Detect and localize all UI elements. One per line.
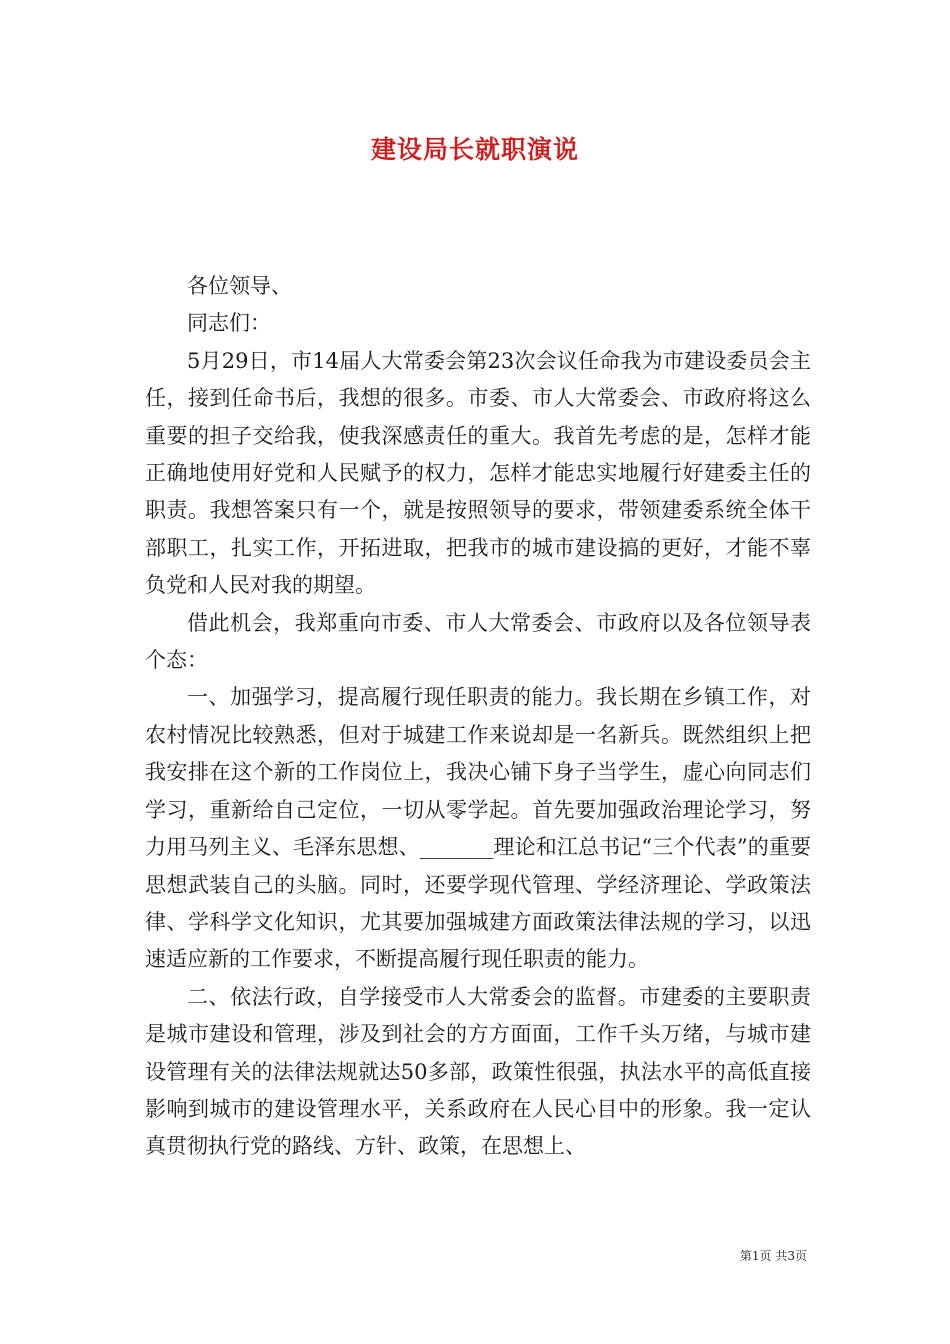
footer-prefix: 第 — [739, 1249, 752, 1263]
paragraph-point-one: 一、加强学习，提高履行现任职责的能力。我长期在乡镇工作，对农村情况比较熟悉，但对于城建工作来说却是一名新兵。既然组织上把我安排在这个新的工作岗位上，我决心铺下身子当学生，虚心向同志们学习，重新给自己定位，一切从零学起。首先要加强政治理论学习，努力用马列主义、毛泽东思想、_______理论和江总书记“三个代表”的重要思想武装自己的头脑。同时，还要学现代管理、学经济理论、学政策法律、学科学文化知识，尤其要加强城建方面政策法律法规的学习，以迅速适应新的工作要求，不断提高履行现任职责的能力。 — [145, 685, 811, 972]
footer-total-pages: 3 — [787, 1249, 795, 1263]
paragraph-appointment: 5月29日，市14届人大常委会第23次会议任命我为市建设委员会主任，接到任命书后，我想的很多。市委、市人大常委会、市政府将这么重要的担子交给我，使我深感责任的重大。我首先考虑的是，怎样才能正确地使用好党和人民赋予的权力，怎样才能忠实地履行好建委主任的职责。我想答案只有一个，就是按照领导的要求，带领建委系统全体干部职工，扎实工作，开拓进取，把我市的城市建设搞的更好，才能不辜负党和人民对我的期望。 — [145, 348, 811, 598]
paragraph-point-two: 二、依法行政，自学接受市人大常委会的监督。市建委的主要职责是城市建设和管理，涉及到社会的方方面面，工作千头万绪，与城市建设管理有关的法律法规就达50多部，政策性很强，执法水平的高低直接影响到城市的建设管理水平，关系政府在人民心目中的形象。我一定认真贯彻执行党的路线、方针、政策，在思想上、 — [145, 984, 811, 1159]
footer-middle: 页 共 — [759, 1249, 788, 1263]
document-body — [145, 268, 811, 1166]
salutation-comrades: 同志们： — [187, 311, 271, 336]
salutation-leaders: 各位领导、 — [187, 274, 292, 298]
document-title: 建设局长就职演说 — [370, 135, 579, 164]
footer-suffix: 页 — [794, 1249, 807, 1263]
page-number-footer — [740, 1247, 807, 1264]
paragraph-statement: 借此机会，我郑重向市委、市人大常委会、市政府以及各位领导表个态： — [145, 610, 811, 673]
footer-current-page: 1 — [751, 1249, 760, 1263]
